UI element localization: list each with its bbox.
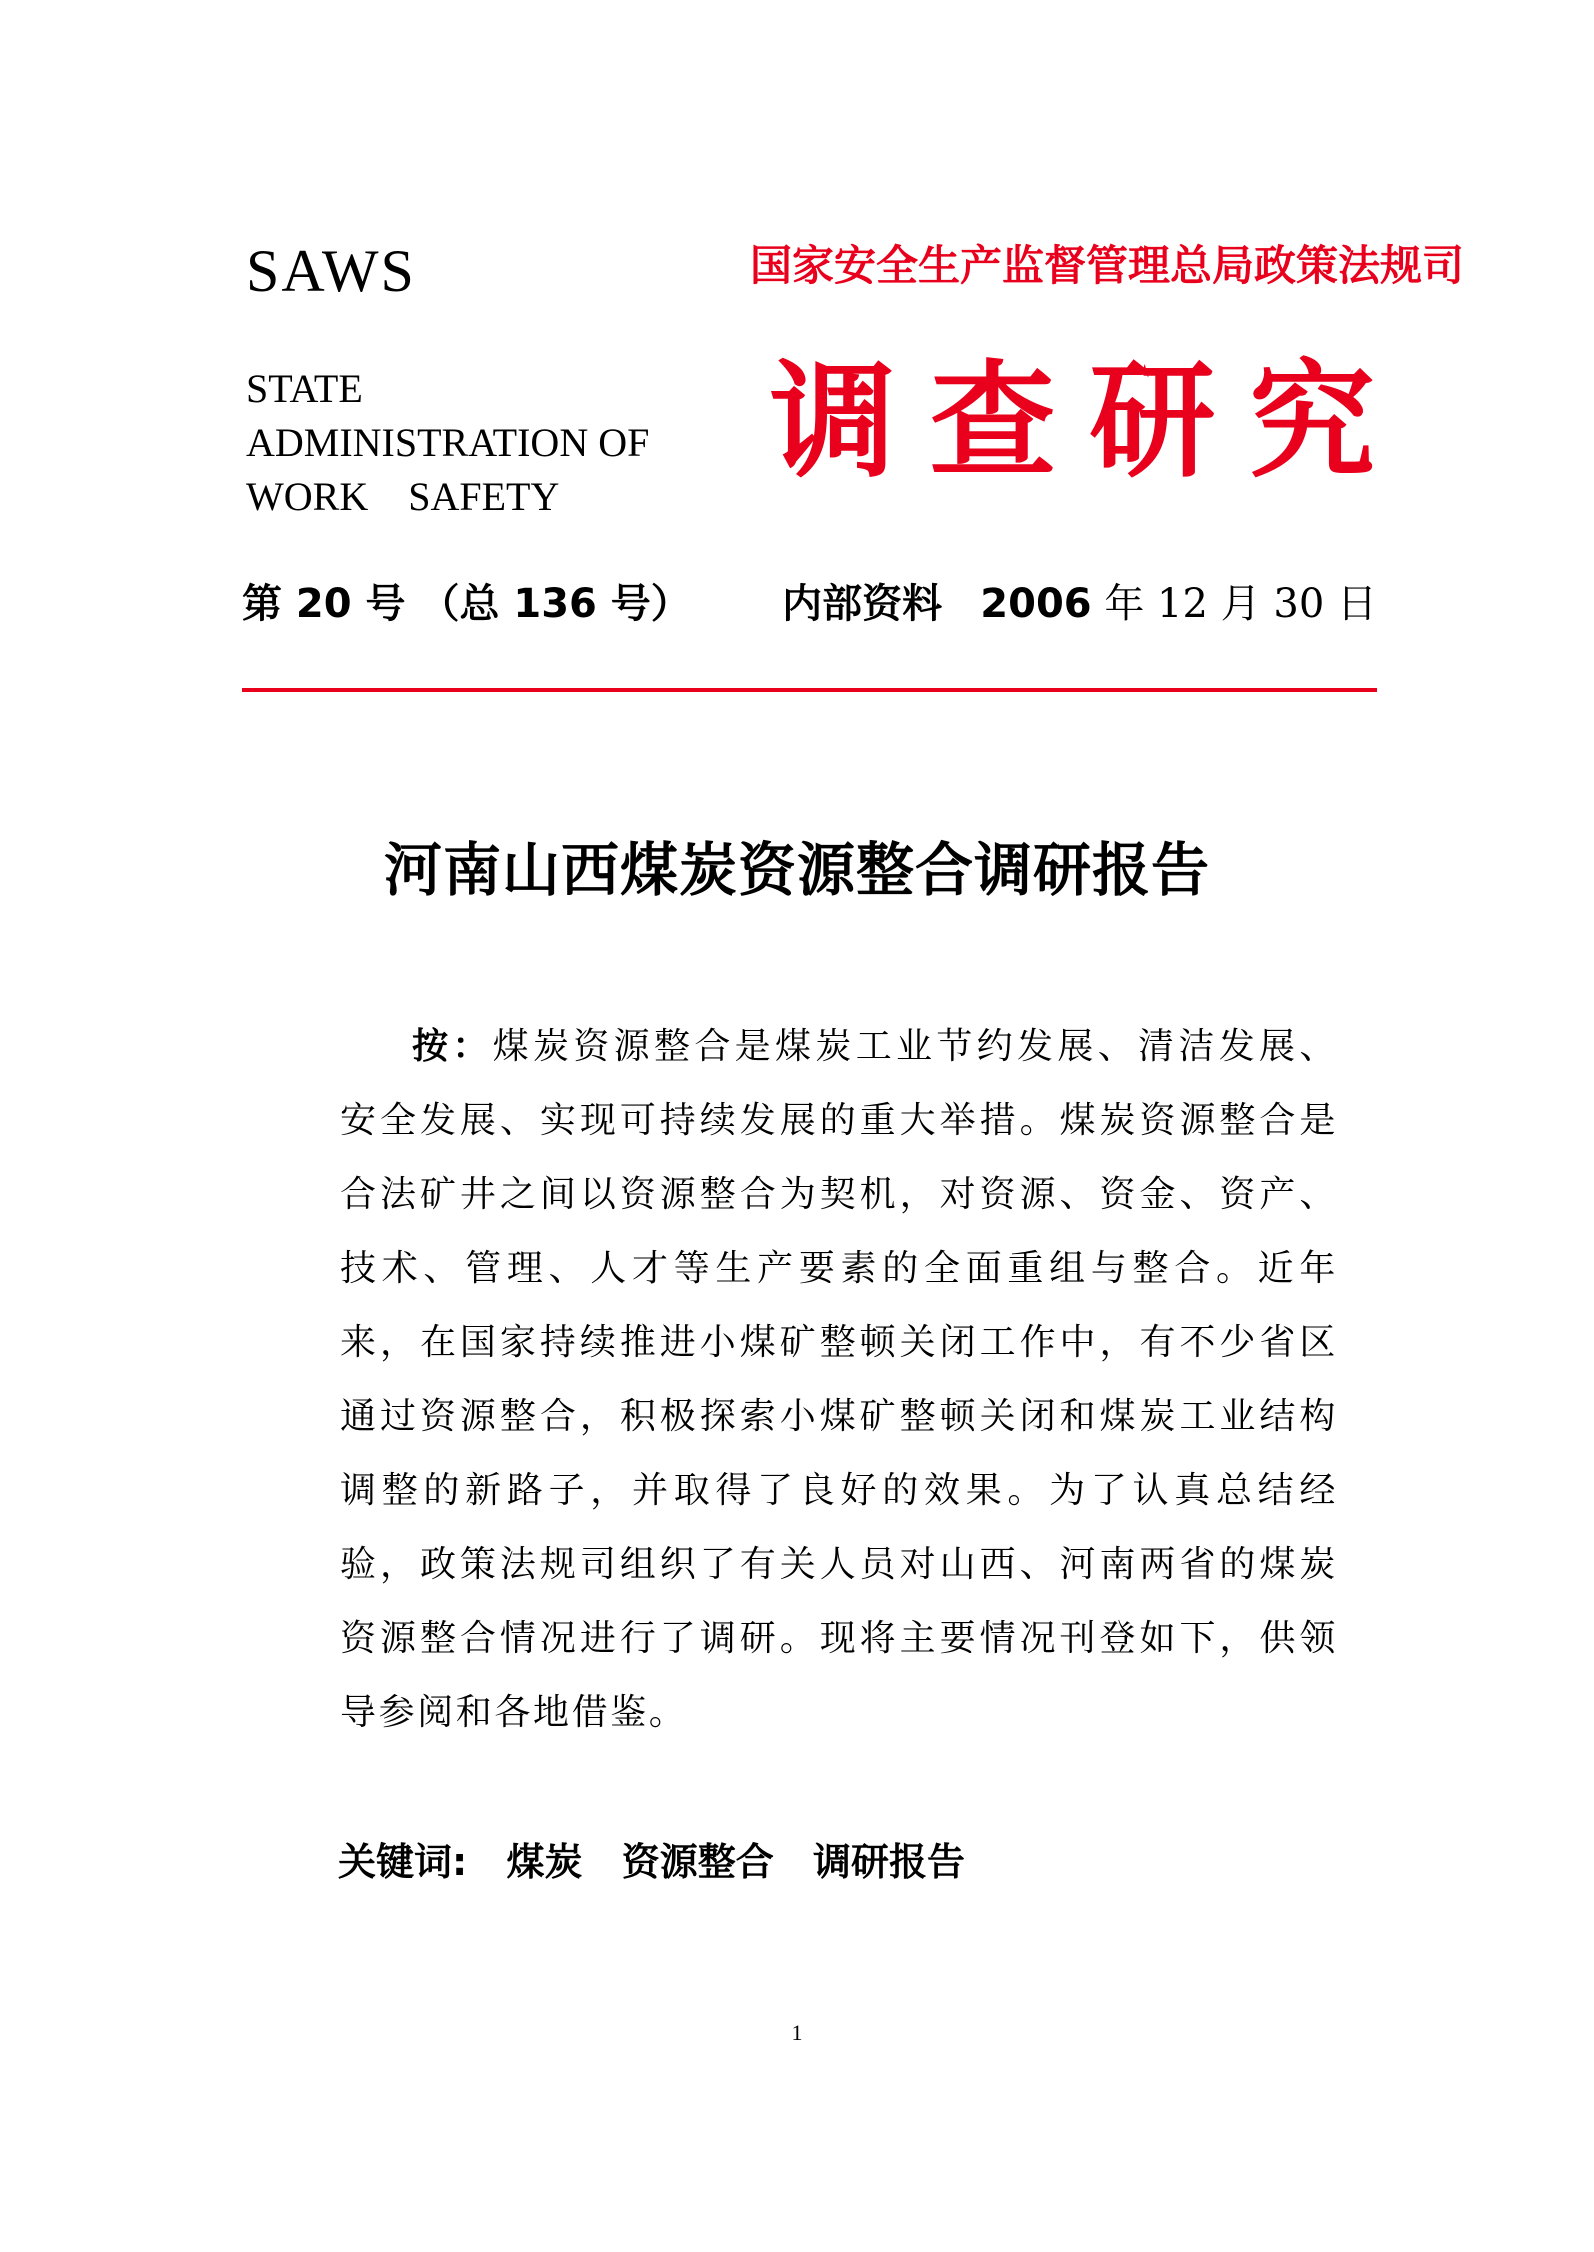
department-name: 国家安全生产监督管理总局政策法规司: [750, 241, 1465, 290]
series-title: [770, 348, 1375, 495]
issue-line: [242, 574, 1377, 634]
series-title-char: 研: [1089, 348, 1216, 495]
keyword-item: 调研报告: [812, 1840, 965, 1884]
series-title-char: 调: [770, 348, 896, 495]
issue-year: 2006: [980, 581, 1092, 627]
saws-abbreviation: SAWS: [246, 238, 416, 304]
classification-label: 内部资料: [782, 581, 943, 627]
agency-english-name: [246, 362, 649, 524]
agency-en-line-2: ADMINISTRATION OF: [246, 420, 650, 465]
editor-note-label: 按：: [412, 1026, 493, 1067]
red-divider: [242, 688, 1377, 692]
issue-date-rest: 年 12 月 30 日: [1104, 581, 1377, 627]
editor-note-paragraph: [340, 1010, 1338, 1750]
series-title-char: 查: [929, 348, 1056, 495]
keyword-item: 煤炭: [506, 1840, 583, 1884]
page-number: 1: [791, 2020, 803, 2045]
issue-date-block: [782, 574, 1377, 634]
agency-en-line-1: STATE: [246, 366, 363, 411]
series-title-char: 究: [1248, 348, 1375, 495]
keywords-label: 关键词:: [338, 1840, 468, 1884]
agency-en-line-3: WORK SAFETY: [246, 474, 560, 519]
keywords-line: [338, 1832, 965, 1892]
keyword-item: 资源整合: [621, 1840, 774, 1884]
editor-note-text: 煤炭资源整合是煤炭工业节约发展、清洁发展、安全发展、实现可持续发展的重大举措。煤炭资源整合是合法矿井之间以资源整合为契机，对资源、资金、资产、技术、管理、人才等生产要素的全面重组与整合。近年来，在国家持续推进小煤矿整顿关闭工作中，有不少省区通过资源整合，积极探索小煤矿整顿关闭和煤炭工业结构调整的新路子，并取得了良好的效果。为了认真总结经验，政策法规司组织了有关人员对山西、河南两省的煤炭资源整合情况进行了调研。现将主要情况刊登如下，供领导参阅和各地借鉴。: [340, 1026, 1338, 1733]
document-title: 河南山西煤炭资源整合调研报告: [383, 836, 1210, 904]
issue-number: 第 20 号 （总 136 号）: [242, 581, 691, 627]
